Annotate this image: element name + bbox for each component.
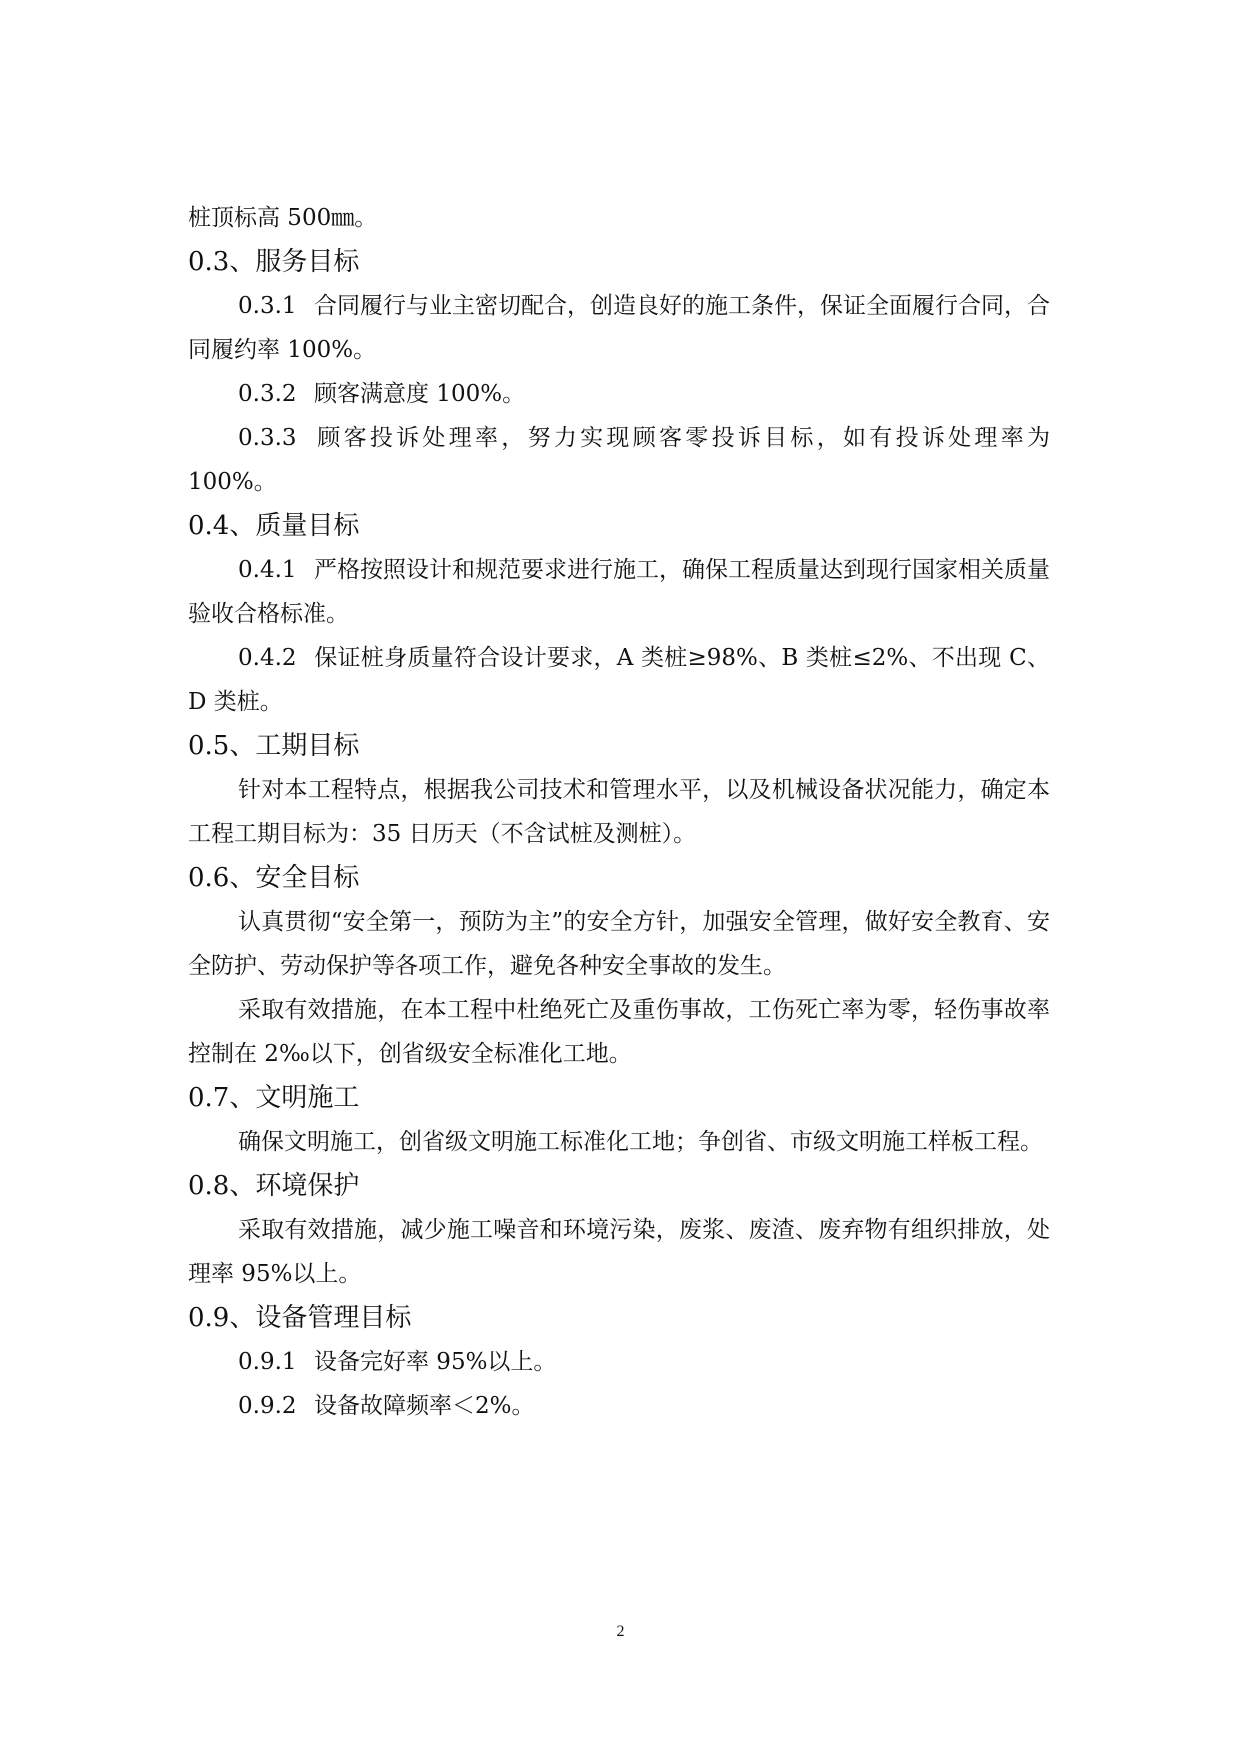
heading-quality-goals: 0.4、质量目标: [188, 511, 360, 541]
item-number: 0.4.2: [238, 645, 297, 671]
heading-safety-goals: 0.6、安全目标: [188, 863, 360, 893]
heading-environmental-protection: 0.8、环境保护: [188, 1171, 360, 1201]
paragraph-0-9-2: 0.9.2 设备故障频率＜2%。: [188, 1384, 1050, 1428]
heading-service-goals: 0.3、服务目标: [188, 247, 360, 277]
document-body: [188, 196, 1050, 1428]
paragraph-0-3-1: 0.3.1 合同履行与业主密切配合，创造良好的施工条件，保证全面履行合同，合同履约率 100%。: [188, 284, 1050, 372]
paragraph-schedule: 针对本工程特点，根据我公司技术和管理水平，以及机械设备状况能力，确定本工程工期目标为：35 日历天（不含试桩及测桩）。: [188, 777, 1050, 847]
paragraph-civilized-construction: 确保文明施工，创省级文明施工标准化工地；争创省、市级文明施工样板工程。: [238, 1129, 1043, 1155]
item-number: 0.9.1: [238, 1349, 297, 1375]
paragraph-0-4-2: 0.4.2 保证桩身质量符合设计要求，A 类桩≥98%、B 类桩≤2%、不出现 C、D 类桩。: [188, 636, 1050, 724]
paragraph-environmental-protection: 采取有效措施，减少施工噪音和环境污染，废浆、废渣、废弃物有组织排放，处理率 95%以上。: [188, 1217, 1050, 1287]
paragraph-0-3-3: 0.3.3 顾客投诉处理率，努力实现顾客零投诉目标，如有投诉处理率为 100%。: [188, 416, 1050, 504]
item-number: 0.3.1: [238, 293, 297, 319]
item-number: 0.3.3: [238, 425, 297, 451]
paragraph-safety-measures: 采取有效措施，在本工程中杜绝死亡及重伤事故，工伤死亡率为零，轻伤事故率控制在 2‰以下，创省级安全标准化工地。: [188, 997, 1050, 1067]
paragraph-0-9-1: 0.9.1 设备完好率 95%以上。: [188, 1340, 1050, 1384]
paragraph-0-4-1: 0.4.1 严格按照设计和规范要求进行施工，确保工程质量达到现行国家相关质量验收合格标准。: [188, 548, 1050, 636]
heading-equipment-management: 0.9、设备管理目标: [188, 1303, 412, 1333]
item-number: 0.4.1: [238, 557, 297, 583]
paragraph-safety-policy: 认真贯彻“安全第一，预防为主”的安全方针，加强安全管理，做好安全教育、安全防护、劳动保护等各项工作，避免各种安全事故的发生。: [188, 909, 1050, 979]
page-number: 2: [616, 1623, 625, 1640]
item-number: 0.9.2: [238, 1393, 297, 1419]
heading-schedule-goals: 0.5、工期目标: [188, 731, 360, 761]
paragraph-0-3-2: 0.3.2 顾客满意度 100%。: [188, 372, 1050, 416]
item-number: 0.3.2: [238, 381, 297, 407]
paragraph-pile-top-elevation: 桩顶标高 500㎜。: [188, 205, 378, 231]
heading-civilized-construction: 0.7、文明施工: [188, 1083, 360, 1113]
